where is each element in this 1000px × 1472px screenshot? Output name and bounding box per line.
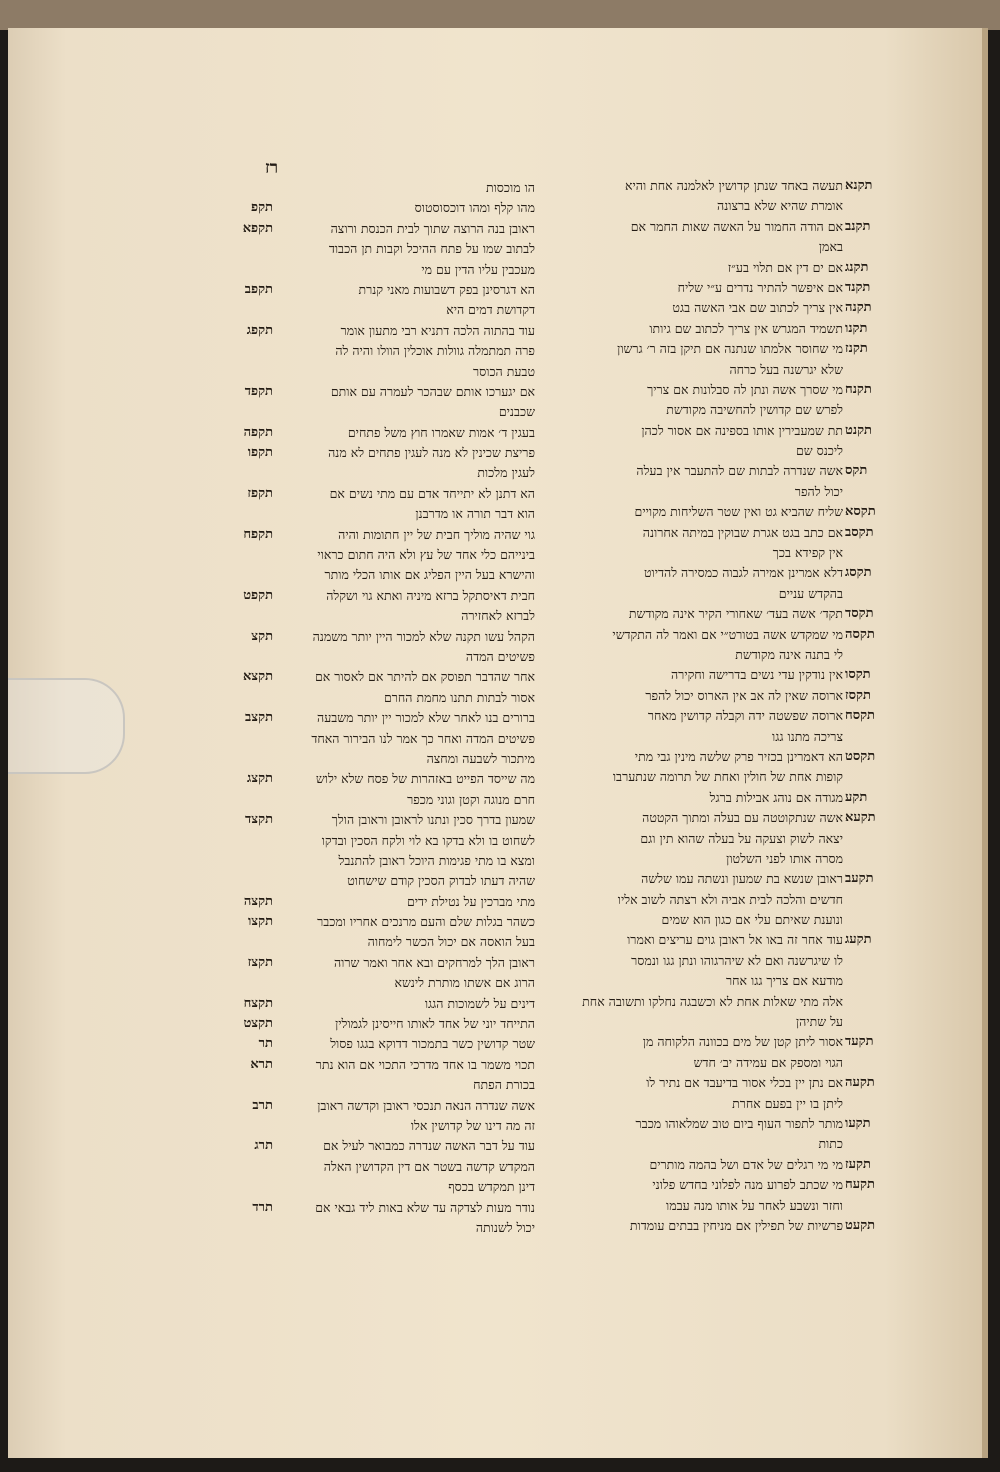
entry-text: תשמיד המגרש אין צריך לכתוב שם גיותו (649, 320, 843, 336)
index-entry (570, 278, 895, 298)
index-entry (570, 502, 895, 522)
index-entry (205, 280, 535, 300)
index-entry (570, 869, 895, 889)
index-entry (570, 360, 895, 380)
entry-text: פרשיות של תפילין אם מניחין בבתים עומדות (629, 1217, 843, 1233)
index-entry (570, 1114, 895, 1134)
index-entry (570, 298, 895, 318)
index-entry (205, 1116, 535, 1136)
entry-number: תר (258, 1036, 273, 1052)
entry-number: תקנח (845, 381, 872, 397)
entry-text: מי מי רגלים של אדם ושל בהמה מותרים (649, 1156, 843, 1172)
index-entry (205, 260, 535, 280)
index-entry (570, 1032, 895, 1052)
entry-number: תקפג (246, 322, 273, 338)
index-entry (570, 951, 895, 971)
index-entry (205, 565, 535, 585)
entry-text: אלה מתי שאלות אחת לא וכשבגה נחלקו ותשובה אחת (582, 993, 843, 1009)
index-entry (205, 749, 535, 769)
index-entry (205, 321, 535, 341)
entry-text: אין צריך לכתוב שם אבי האשה בגט (672, 300, 843, 316)
index-entry (570, 890, 895, 910)
index-entry (570, 992, 895, 1012)
entry-text: תקד׳ אשה בעד׳ שאחורי הקיר אינה מקודשת (628, 606, 843, 622)
entry-number: תקנא (845, 178, 873, 193)
book-edge-top (0, 0, 1000, 30)
entry-number: תרג (254, 1138, 273, 1154)
entry-text: הגוי ומספק אם עמידה יב׳ חדש (693, 1054, 843, 1070)
index-entry (205, 198, 535, 218)
entry-text: פשיטים המדה ואחר כך אמר לנו הבירור האחד (311, 730, 535, 746)
entry-number: תקנו (845, 320, 868, 336)
entry-number: תקס (845, 463, 868, 479)
index-entry (205, 1096, 535, 1116)
entry-number: תקעו (845, 1115, 871, 1131)
index-entry (570, 237, 895, 257)
entry-text: עוד אחר זה באו אל ראובן גוים עריצים ואמרו (627, 932, 843, 948)
index-entry (205, 341, 535, 361)
entry-text: המקדש קדשה בשטר אם דין הקדושין האלה (323, 1158, 535, 1174)
entry-text: מי שכתב לפרוע מנה לפלוני בחדש פלוני (652, 1177, 843, 1193)
entry-number: תקפז (247, 485, 273, 501)
entry-text: בהקדש עניים (778, 585, 843, 601)
entry-number: תקפב (244, 281, 273, 297)
entry-text: מיתכור לשבעה ומחצה (426, 750, 535, 766)
entry-text: הוא דבר תורה או מדרבנן (415, 506, 535, 522)
entry-number: תקפח (243, 526, 273, 542)
index-entry (205, 892, 535, 912)
index-entry (205, 871, 535, 891)
index-entry (570, 523, 895, 543)
entry-text: ליכנס שם (795, 443, 843, 459)
entry-text: אומרת שהיא שלא ברצונה (717, 198, 843, 214)
entry-text: טבעת הכוסר (473, 363, 535, 379)
entry-text: עוד על דבר האשה שנדרה כמבואר לעיל אם (323, 1138, 535, 1154)
index-entry (205, 647, 535, 667)
index-entry (570, 176, 895, 196)
entry-text: גוי שהיה מוליך חבית של יין חתומות והיה (338, 526, 535, 542)
index-entry (205, 382, 535, 402)
entry-text: ראובן שנשא בת שמעון ונשתה עמו שלשה (641, 871, 843, 887)
index-entry (570, 788, 895, 808)
index-entry (570, 1175, 895, 1195)
entry-number: תקסב (845, 524, 874, 540)
entry-text: תת שמעבירין אותו בספינה אם אסור לכהן (641, 422, 843, 438)
entry-text: אם כתב בגט אגרת שבוקין במיתה אחרונה (642, 524, 843, 540)
index-entry (205, 463, 535, 483)
entry-text: שלא יגרשנה בעל כרחה (729, 361, 843, 377)
entry-text: צריכה מתנו גגו (772, 728, 843, 744)
index-entry (570, 910, 895, 930)
entry-text: מה שייסד הפייט באזהרות של פסח שלא ילוש (315, 771, 535, 787)
entry-number: תקסג (845, 565, 872, 581)
entry-number: תקעב (845, 871, 874, 887)
index-entry (205, 912, 535, 932)
index-entry (570, 380, 895, 400)
entry-text: דינים על לשמוכות הגגו (424, 995, 535, 1011)
index-entry (570, 217, 895, 237)
index-entry (570, 727, 895, 747)
entry-text: יכול לשנותה (475, 1219, 535, 1235)
entry-number: תקסט (845, 748, 876, 764)
entry-text: אשה שנדרה לבתות שם להתעבר אין בעלה (636, 463, 843, 479)
entry-text: אין קפידא בכך (772, 545, 843, 561)
index-entry (205, 606, 535, 626)
entry-text: זה מה דינו של קדושין אלו (410, 1117, 535, 1133)
index-entry (570, 808, 895, 828)
entry-number: תקפ (251, 200, 273, 216)
index-entry (205, 973, 535, 993)
entry-text: פרה תמתמלה גוולות אוכלין הוולו והיה לה (335, 343, 535, 359)
entry-text: מי שסרך אשה ונתן לה סבלונות אם צריך (647, 381, 843, 397)
entry-text: אסור לבתות תתנו מחמת החרם (383, 689, 535, 705)
index-entry (205, 790, 535, 810)
entry-number: תקפו (247, 445, 273, 461)
entry-text: אם נתן יין בכלי אסור בדיעבד אם נתיר לו (646, 1075, 843, 1091)
entry-text: הא דגרסינן בפק דשבועות מאני קנרת (358, 281, 535, 297)
entry-text: שמעון בדרך סכין ונתנו לראובן וראובן הולך (331, 812, 535, 828)
entry-number: תקעא (845, 810, 876, 826)
entry-number: תקפד (244, 383, 273, 399)
entry-number: תקעד (845, 1034, 874, 1050)
entry-text: הו מוכסות (485, 180, 535, 195)
entry-text: יצאה לשוק וצעקה על בעלה שהוא תין וגם (640, 830, 843, 846)
index-entry (570, 829, 895, 849)
index-entry (570, 1053, 895, 1073)
index-entry (205, 1055, 535, 1075)
index-entry (570, 1012, 895, 1032)
entry-number: תקעח (845, 1177, 875, 1193)
entry-text: כשהר בגלות שלם והעם מרנכים אחריו ומכבר (317, 914, 535, 930)
index-entry (205, 688, 535, 708)
entry-number: תקסו (845, 667, 871, 683)
entry-text: וחזר ונשבע לאחר על אותו מנה עבמו (666, 1197, 843, 1213)
entry-number: תקעז (845, 1156, 871, 1172)
entry-text: דינן תמקדש בכסף (448, 1179, 535, 1195)
entry-number: תקצ (251, 628, 273, 644)
entry-text: אם איפשר להתיר נדרים ע״י שליח (677, 279, 843, 295)
entry-text: עוד בהתוה הלכה דתניא רבי מתעון אומר (340, 322, 535, 338)
entry-number: תקסא (845, 504, 876, 520)
entry-text: נודר מעות לצדקה עד שלא באות ליד גבאי אם (315, 1199, 535, 1215)
entry-text: בעל הואסה אם יכול הכשר לימחוה (367, 934, 535, 950)
entry-text: מודעא אם צריך גגו אחר (726, 973, 843, 989)
index-entry (570, 441, 895, 461)
index-entry (570, 563, 895, 583)
entry-text: חבית דאיסתקל ברזא מיניה ואתא גוי ושקלה (326, 587, 535, 603)
entry-text: כתות (818, 1136, 843, 1152)
entry-text: הא דאמרינן בכזיר פרק שלשה מינין גבי מתי (634, 748, 843, 764)
entry-text: פשיטים המדה (465, 648, 535, 664)
entry-text: ומצא בו מתי פגימות היוכל ראובן להתנבל (338, 852, 535, 868)
entry-text: יכול להפר (794, 483, 843, 499)
plastic-page-clip (8, 678, 125, 774)
entry-text: בינייהם כלי אחד של עץ ולא היה חתום כראוי (317, 547, 535, 563)
entry-text: דקדושת דמים היא (446, 302, 535, 318)
index-entry (570, 1216, 895, 1236)
index-entry (570, 686, 895, 706)
entry-number: תקעג (845, 932, 872, 948)
index-entry (570, 1155, 895, 1175)
index-entry (205, 831, 535, 851)
entry-text: תעשה באחד שנתן קדושין לאלמנה אחת והיא (625, 178, 843, 193)
entry-text: קופות אחת של חולין ואחת של תרומה שנתערבו (612, 769, 843, 785)
index-entry (205, 484, 535, 504)
entry-text: לברזא לאחזירה (461, 608, 535, 624)
entry-text: אם יגערכו אותם שבהכר לעמרה עם אותם (330, 383, 535, 399)
entry-text: הרוג אם אשתו מותרת לינשא (394, 975, 535, 991)
entry-number: תקנד (845, 279, 871, 295)
entry-number: תקנב (845, 218, 871, 234)
entry-text: שליח שהביא גט ואין שטר השליחות מקויים (634, 504, 843, 520)
entry-number: תרד (252, 1199, 273, 1215)
index-entry (570, 1094, 895, 1114)
index-entry (205, 504, 535, 524)
entry-text: בעגין ד׳ אמות שאמרו חוץ משל פתחים (347, 424, 535, 440)
index-entry (205, 769, 535, 789)
index-entry (570, 645, 895, 665)
entry-text: שהיה דעתו לבדוק הסכין קודם שישחוט (347, 873, 535, 889)
entry-text: מי שחוסר אלמתו שנתנה אם תיקן בזה ר׳ גרשון (617, 341, 843, 357)
index-entry (570, 584, 895, 604)
entry-text: לשחוט בו ולא בדקו בא לוי ולקח הסכין ובדקו (321, 832, 535, 848)
entry-number: תקפה (243, 424, 273, 440)
index-entry (205, 932, 535, 952)
entry-text: אין נודקין עדי נשים בדרישה וחקירה (670, 667, 843, 683)
entry-text: אם ים דין אם תלוי בע״ז (727, 259, 843, 275)
entry-number: תקצג (247, 771, 273, 787)
entry-text: לי בתנה אינה מקודשת (735, 646, 843, 662)
index-entry (570, 543, 895, 563)
index-entry (570, 258, 895, 278)
entry-text: דלא אמרינן אמירה לגבוה כמסירה להדיוט (643, 565, 843, 581)
index-entry (205, 708, 535, 728)
entry-text: לעגין מלכות (477, 465, 535, 481)
index-entry (205, 1014, 535, 1034)
entry-text: שטר קדושין כשר בתמכור דדוקא בגגו פסול (330, 1036, 535, 1052)
entry-number: תקצו (247, 914, 273, 930)
index-entry (205, 239, 535, 259)
entry-number: תקצח (243, 995, 273, 1011)
entry-text: לפרש שם קדושין להחשיבה מקודשת (666, 402, 843, 418)
index-entry (205, 525, 535, 545)
index-entry (570, 971, 895, 991)
index-entry (570, 421, 895, 441)
index-entry (570, 1134, 895, 1154)
entry-number: תקצא (242, 669, 273, 685)
index-entry (570, 482, 895, 502)
index-entry (205, 1177, 535, 1197)
entry-text: מתי מברכין על נטילת ידים (406, 893, 535, 909)
folio-number: רז (265, 158, 279, 178)
entry-text: מגודה אם נוהג אבילות ברגל (709, 789, 843, 805)
entry-text: אשה שנדרה הנאה תנכסי ראובן וקדשה ראובן (317, 1097, 535, 1113)
index-entry (570, 604, 895, 624)
entry-text: שכבנים (498, 404, 535, 420)
index-entry (205, 1218, 535, 1238)
index-entry (570, 665, 895, 685)
entry-text: ארוסה שאין לה אב אין הארוס יכול להפר (645, 687, 843, 703)
entry-text: התייחד יוני של אחד לאותו חייסינן לגמולין (335, 1016, 535, 1032)
index-entry (205, 1136, 535, 1156)
index-entry (570, 767, 895, 787)
entry-number: תקנט (845, 422, 872, 438)
index-entry (570, 1073, 895, 1093)
entry-number: תקעט (845, 1217, 876, 1233)
index-entry (570, 706, 895, 726)
entry-number: תקפט (243, 587, 273, 603)
entry-text: והישרא בעל היין הפליג אם אותו הכלי מותר (324, 567, 535, 583)
index-entry (205, 402, 535, 422)
index-entry (205, 627, 535, 647)
entry-number: תקעה (845, 1075, 875, 1091)
entry-text: מהו קלף ומהו דוכסוסטוס (414, 200, 535, 216)
index-entry (205, 851, 535, 871)
index-entry (570, 319, 895, 339)
index-entry (205, 1198, 535, 1218)
entry-text: ברורים בנו לאחר שלא למכור יין יותר משבעה (317, 710, 535, 726)
entry-number: תקפא (242, 220, 273, 236)
entry-number: תקנה (845, 300, 872, 316)
index-entry (570, 400, 895, 420)
index-entry (205, 443, 535, 463)
entry-text: ארוסה שפשטה ידה וקבלה קדושין מאחר (647, 708, 843, 724)
entry-number: תקצט (243, 1016, 273, 1032)
index-entry (205, 810, 535, 830)
entry-text: אם הודה החמור על האשה שאות החמר אם (630, 218, 843, 234)
index-entry (570, 849, 895, 869)
entry-number: תקצז (247, 954, 273, 970)
entry-number: תקסה (845, 626, 875, 642)
index-entry (205, 1034, 535, 1054)
entry-text: על שתיהן (795, 1014, 843, 1030)
index-column-left (205, 178, 535, 1238)
entry-text: הא דתנן לא יתייחד אדם עם מתי נשים אם (329, 485, 535, 501)
index-entry (205, 1157, 535, 1177)
entry-text: ונוענת שאיתם עלי אם כגון הוא שמים (661, 912, 843, 928)
index-entry (570, 339, 895, 359)
entry-number: תקנג (845, 259, 869, 275)
index-column-right (570, 176, 895, 1236)
index-entry (570, 930, 895, 950)
index-entry (205, 423, 535, 443)
entry-text: אסור ליתן קטן של מים בכוונה הלקוחה מן (642, 1034, 843, 1050)
index-entry (570, 625, 895, 645)
entry-number: תקנז (845, 341, 868, 357)
index-entry (205, 667, 535, 687)
index-entry (205, 362, 535, 382)
entry-number: תקצב (245, 710, 273, 726)
index-entry (205, 994, 535, 1014)
entry-text: לו שיגרשנה ואם לא שיהרגוהו ונתן גגו ונמסר (631, 952, 843, 968)
entry-number: תרב (252, 1097, 273, 1113)
entry-text: אשה שנתקוטטה עם בעלה ומתוך הקטטה (642, 810, 843, 826)
index-entry (205, 586, 535, 606)
entry-text: לבתוב שמו על פתח ההיכל וקבות תן הכבוד (328, 241, 535, 257)
entry-number: תרא (250, 1056, 273, 1072)
index-entry (570, 1196, 895, 1216)
entry-number: תקצד (245, 812, 273, 828)
index-entry (205, 219, 535, 239)
index-entry (205, 1075, 535, 1095)
entry-text: הקהל עשו תקנה שלא למכור היין יותר משמנה (312, 628, 535, 644)
entry-text: חדשים והלכה לבית אביה ולא רצתה לשוב אליו (617, 891, 843, 907)
entry-number: תקצה (243, 893, 273, 909)
entry-text: באמן (818, 239, 843, 255)
index-entry (570, 196, 895, 216)
entry-number: תקסח (845, 708, 875, 724)
index-entry (205, 953, 535, 973)
entry-text: פריצת שכינין לא מנה לעגין פתחים לא מנה (328, 445, 535, 461)
entry-text: ראובן הלך למרחקים ובא אחר ואמר שרוה (333, 954, 535, 970)
entry-text: ליתן בו יין בפעם אחרת (732, 1095, 843, 1111)
index-entry (205, 300, 535, 320)
entry-text: בכורת הפתח (473, 1077, 535, 1093)
entry-text: ראובן בנה הרוצה שתוך לבית הכנסת ורוצה (330, 220, 535, 236)
entry-text: מעכבין עליו הדין עם מי (421, 261, 535, 277)
entry-number: תקסד (845, 606, 874, 622)
entry-text: אחר שהדבר תפוסק אם להיתר אם לאסור אם (314, 669, 535, 685)
index-entry (205, 178, 535, 198)
index-entry (205, 729, 535, 749)
index-entry (570, 747, 895, 767)
index-entry (570, 461, 895, 481)
entry-number: תקע (845, 789, 868, 805)
entry-text: מותר לתפור העוף ביום טוב שמלאוהו מכבר (635, 1115, 843, 1131)
entry-text: חרם מנוגה וקטן וגוני מכפר (407, 791, 535, 807)
index-entry (205, 545, 535, 565)
entry-text: מסרה אותו לפני השלטון (726, 850, 843, 866)
entry-text: תכוי משמר בו אחד מדרכי התכוי אם הוא נתר (315, 1056, 535, 1072)
entry-number: תקסז (845, 687, 871, 703)
entry-text: מי שמקדש אשה בטורט״י אם ואמר לה התקדשי (612, 626, 843, 642)
